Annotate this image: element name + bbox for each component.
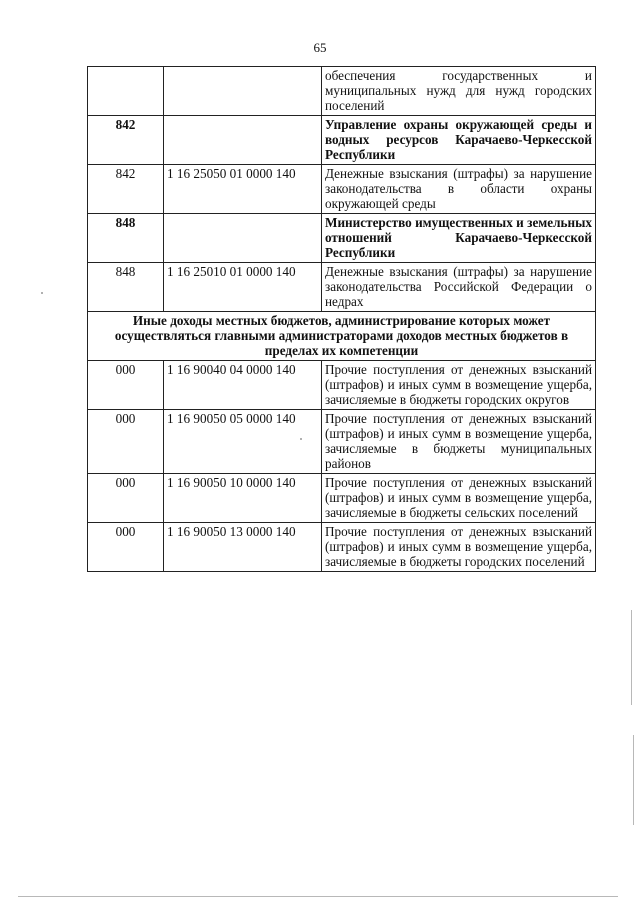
scan-artifact-line — [18, 896, 618, 897]
revenue-code: 1 16 90050 10 0000 140 — [164, 474, 322, 523]
revenue-name: Управление охраны окружающей среды и водных ресурсов Карачаево-Черкесской Республики — [322, 116, 596, 165]
revenue-name: Денежные взыскания (штрафы) за нарушение законодательства в области охраны окружающей среды — [322, 165, 596, 214]
section-header-row — [88, 312, 596, 361]
administrator-code — [88, 67, 164, 116]
revenue-name: Прочие поступления от денежных взысканий (штрафов) и иных сумм в возмещение ущерба, зачисляемые в бюджеты муниципальных районов — [322, 410, 596, 474]
table-row — [88, 474, 596, 523]
administrator-code: 000 — [88, 410, 164, 474]
revenue-name: Прочие поступления от денежных взысканий (штрафов) и иных сумм в возмещение ущерба, зачисляемые в бюджеты городских округов — [322, 361, 596, 410]
revenue-code — [164, 214, 322, 263]
revenue-name: Министерство имущественных и земельных отношений Карачаево-Черкесской Республики — [322, 214, 596, 263]
revenue-name: Денежные взыскания (штрафы) за нарушение законодательства Российской Федерации о недрах — [322, 263, 596, 312]
administrator-row — [88, 116, 596, 165]
revenue-code: 1 16 25010 01 0000 140 — [164, 263, 322, 312]
revenue-code — [164, 116, 322, 165]
table-row — [88, 165, 596, 214]
table-row — [88, 263, 596, 312]
table-row — [88, 361, 596, 410]
revenue-name: обеспечения государственных и муниципальных нужд для нужд городских поселений — [322, 67, 596, 116]
administrator-row — [88, 214, 596, 263]
administrator-code: 000 — [88, 474, 164, 523]
revenue-code — [164, 67, 322, 116]
administrator-code: 000 — [88, 361, 164, 410]
revenue-name: Прочие поступления от денежных взысканий (штрафов) и иных сумм в возмещение ущерба, зачисляемые в бюджеты сельских поселений — [322, 474, 596, 523]
administrator-code: 848 — [88, 263, 164, 312]
table-body — [88, 67, 596, 572]
revenue-name: Прочие поступления от денежных взысканий (штрафов) и иных сумм в возмещение ущерба, зачисляемые в бюджеты городских поселений — [322, 523, 596, 572]
scan-artifact-line — [631, 610, 632, 705]
scan-artifact-line — [633, 735, 634, 825]
scan-artifact-speck — [41, 292, 43, 294]
table-row — [88, 410, 596, 474]
administrator-code: 000 — [88, 523, 164, 572]
section-title: Иные доходы местных бюджетов, администрирование которых может осуществляться главными администраторами доходов местных бюджетов в пределах их компетенции — [88, 312, 596, 361]
administrator-code: 842 — [88, 116, 164, 165]
revenue-code: 1 16 90050 05 0000 140 — [164, 410, 322, 474]
administrator-code: 842 — [88, 165, 164, 214]
revenue-code: 1 16 25050 01 0000 140 — [164, 165, 322, 214]
administrator-code: 848 — [88, 214, 164, 263]
table-row — [88, 67, 596, 116]
page-number: 65 — [313, 40, 327, 55]
scan-artifact-speck — [300, 438, 302, 440]
revenue-codes-table — [87, 66, 596, 572]
revenue-code: 1 16 90050 13 0000 140 — [164, 523, 322, 572]
table-row — [88, 523, 596, 572]
revenue-code: 1 16 90040 04 0000 140 — [164, 361, 322, 410]
